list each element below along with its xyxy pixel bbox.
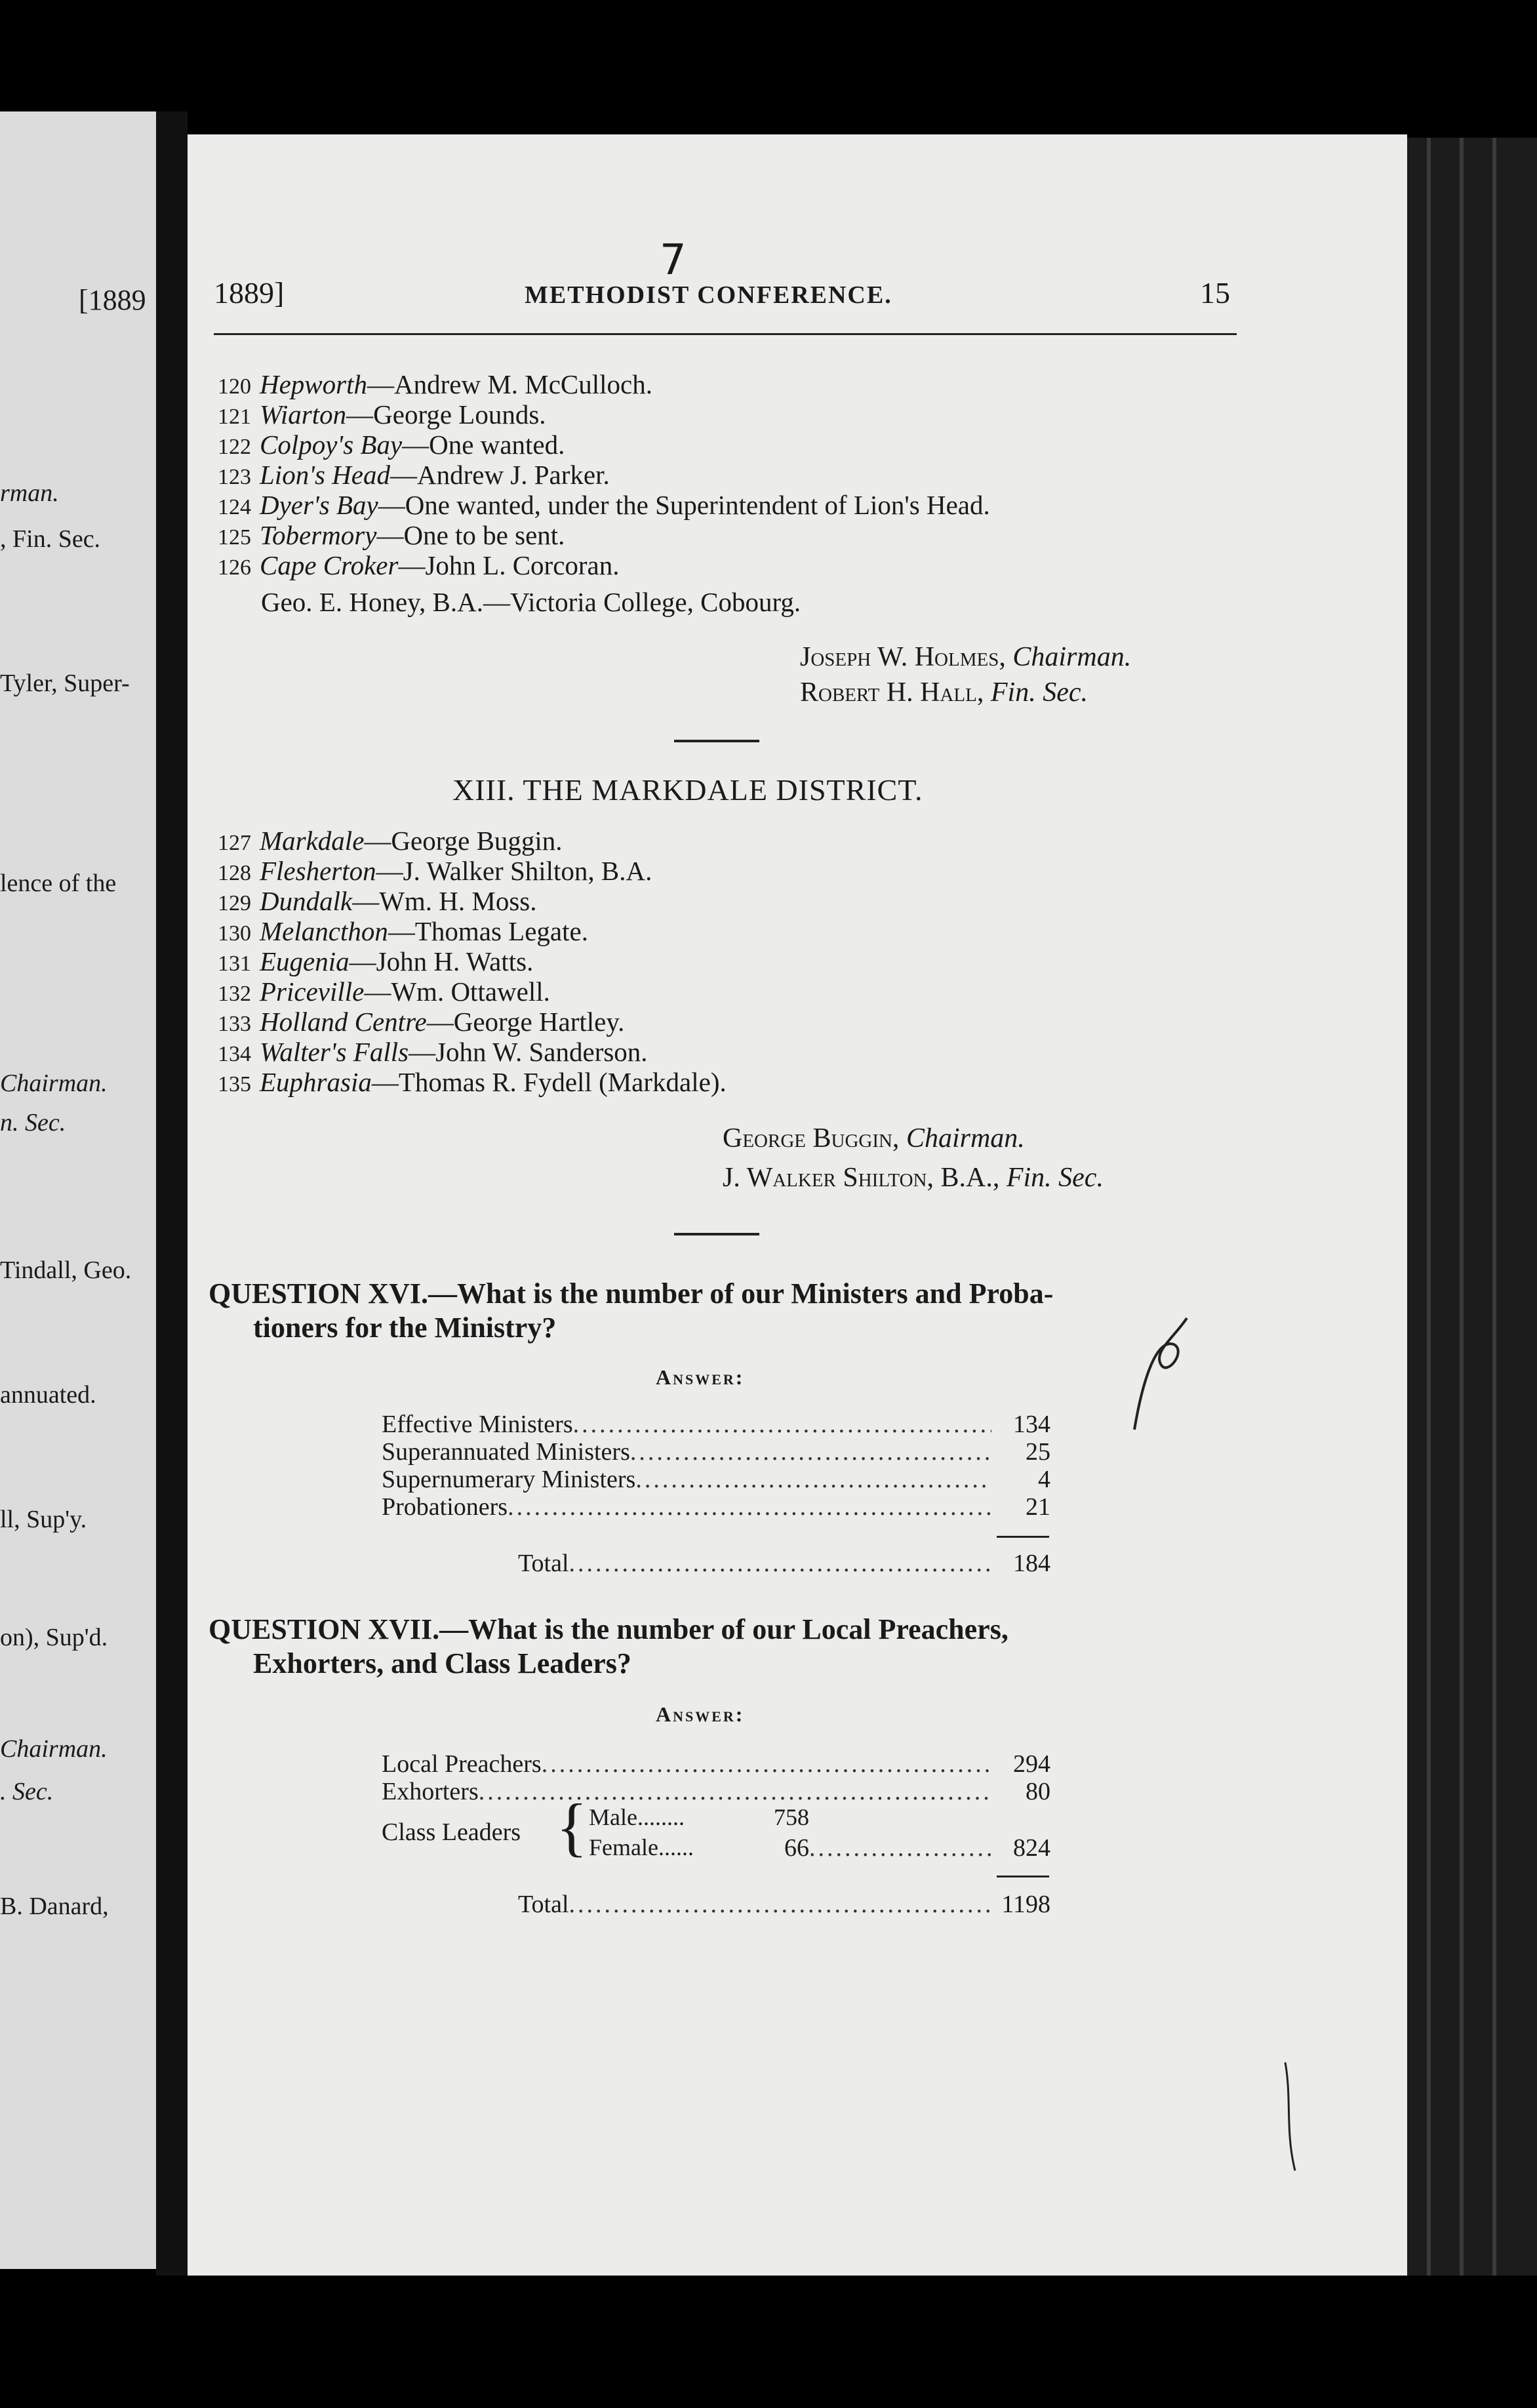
answer-label: Answer: [656,1365,745,1389]
left-fragment: rman. [0,479,59,507]
question-16-line-2: tioners for the Ministry? [253,1312,557,1344]
male-label: Male........ [589,1804,685,1830]
station-entry: 130 Melancthon—Thomas Legate. [218,916,588,946]
female-label: Female...... [589,1834,694,1860]
stat-row: Local Preachers ..... 294 [382,1750,1050,1778]
station-entry: 126 Cape Croker—John L. Corcoran. [218,550,620,580]
section-divider [674,740,759,742]
district-secretary: J. Walker Shilton, B.A., Fin. Sec. [723,1163,1104,1193]
male-value: 758 [774,1804,809,1830]
answer-label: Answer: [656,1702,745,1726]
total-row: Total ..... 1198 [518,1890,1050,1919]
page-edge [1407,138,1537,2295]
question-16-line-1: QUESTION XVI.—What is the number of our Ministers and Proba- [209,1277,1054,1310]
station-entry: 124 Dyer's Bay—One wanted, under the Superintendent of Lion's Head. [218,490,990,520]
question-17-line-1: QUESTION XVII.—What is the number of our Local Preachers, [209,1613,1008,1645]
page-number: 15 [1200,276,1230,310]
stat-row: Effective Ministers ..... 134 [382,1410,1050,1439]
station-entry: 128 Flesherton—J. Walker Shilton, B.A. [218,856,652,886]
district-note: Geo. E. Honey, B.A.—Victoria College, Cobourg. [261,587,801,617]
pen-mark [1279,2059,1305,2177]
left-fragment: B. Danard, [0,1893,109,1920]
district-title: XIII. THE MARKDALE DISTRICT. [452,773,923,807]
left-fragment: Chairman. [0,1070,108,1097]
brace: { [556,1790,588,1863]
stat-row: Exhorters ..... 80 [382,1777,1050,1806]
station-entry: 121 Wiarton—George Lounds. [218,399,546,430]
left-fragment: ll, Sup'y. [0,1506,87,1533]
book-gutter [156,111,188,2276]
total-row: Total ..... 184 [518,1549,1050,1578]
left-fragment: annuated. [0,1381,96,1409]
station-entry: 134 Walter's Falls—John W. Sanderson. [218,1037,648,1067]
left-fragment: . Sec. [0,1778,54,1805]
running-head-year: 1889] [214,276,285,310]
left-fragment: n. Sec. [0,1109,66,1136]
station-entry: 122 Colpoy's Bay—One wanted. [218,430,565,460]
question-17-line-2: Exhorters, and Class Leaders? [253,1647,631,1679]
stat-row: Probationers ..... 21 [382,1493,1050,1521]
female-row: 66 ..... 824 [784,1834,1050,1862]
district-chairman: Joseph W. Holmes, Chairman. [800,642,1132,672]
stat-row: Superannuated Ministers ..... 25 [382,1437,1050,1466]
pen-mark [1115,1312,1207,1443]
station-entry: 129 Dundalk—Wm. H. Moss. [218,886,537,916]
district-secretary: Robert H. Hall, Fin. Sec. [800,677,1088,708]
station-entry: 125 Tobermory—One to be sent. [218,520,565,550]
sum-rule [997,1536,1049,1538]
left-fragment: Tindall, Geo. [0,1256,132,1284]
station-entry: 131 Eugenia—John H. Watts. [218,946,534,976]
left-fragment: Chairman. [0,1735,108,1763]
stat-row: Supernumerary Ministers ..... 4 [382,1465,1050,1494]
left-page-year: [1889 [79,284,146,316]
left-fragment: on), Sup'd. [0,1624,108,1651]
class-leaders-label: Class Leaders [382,1818,521,1846]
running-head-title: METHODIST CONFERENCE. [525,281,892,309]
station-entry: 120 Hepworth—Andrew M. McCulloch. [218,369,653,399]
header-rule [214,333,1237,335]
scan-border-top [0,0,1537,138]
left-fragment: lence of the [0,870,117,897]
station-entry: 127 Markdale—George Buggin. [218,826,563,856]
left-page-fragment [0,111,156,2269]
station-entry: 135 Euphrasia—Thomas R. Fydell (Markdale). [218,1067,727,1097]
sum-rule [997,1876,1049,1877]
district-chairman: George Buggin, Chairman. [723,1123,1025,1154]
left-fragment: , Fin. Sec. [0,525,101,553]
section-divider [674,1233,759,1235]
scan-border-bottom [0,2276,1537,2408]
left-fragment: Tyler, Super- [0,670,130,697]
station-entry: 133 Holland Centre—George Hartley. [218,1007,625,1037]
station-entry: 132 Priceville—Wm. Ottawell. [218,976,550,1007]
station-entry: 123 Lion's Head—Andrew J. Parker. [218,460,610,490]
handwritten-mark: 7 [660,236,687,285]
